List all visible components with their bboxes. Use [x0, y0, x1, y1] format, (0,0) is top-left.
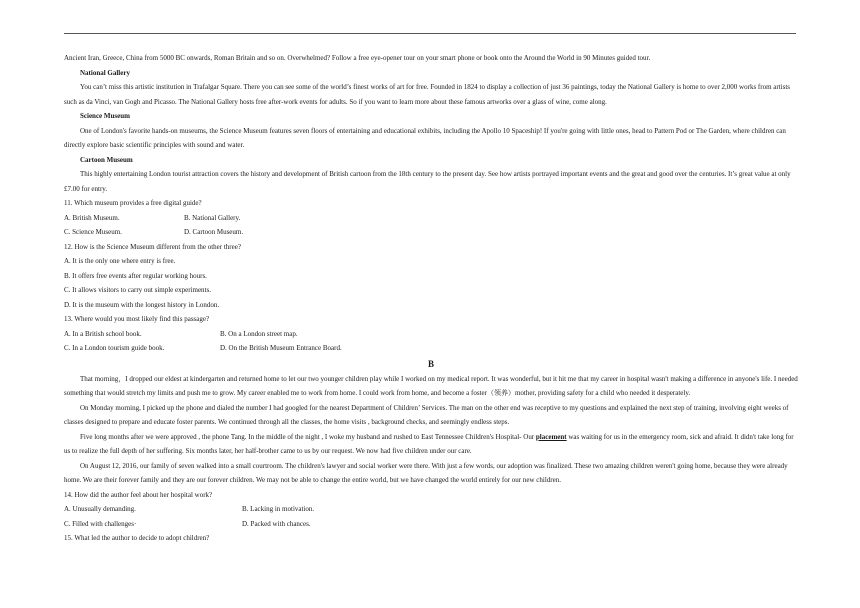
science-museum-heading: Science Museum — [80, 112, 130, 120]
underlined-word-placement: placement — [535, 432, 567, 441]
q14-option-a: A. Unusually demanding. — [64, 505, 136, 513]
question-11-options-row1 — [64, 211, 798, 226]
passage-b-paragraph-1: That morning，I dropped our eldest at kindergarten and returned home to let our two younger children play while I worked on my medical report. It was wonderful, but it hit me that my career in hospital wasn't making a difference in anyone's life. I needed something that would stretch my limits and push me to grow. My career enabled me to work from home. I could work from home, and become a foster（领养）mother, providing safety for a child who needed it desperately. — [64, 374, 798, 397]
q11-option-a: A. British Museum. — [64, 213, 120, 222]
q11-option-b: B. National Gallery. — [184, 213, 241, 222]
q12-option-d: D. It is the museum with the longest history in London. — [64, 300, 220, 309]
question-12-stem: 12. How is the Science Museum different from the other three? — [64, 242, 241, 251]
question-13-stem: 13. Where would you most likely find this passage? — [64, 315, 210, 323]
intro-continuation: Ancient Iran, Greece, China from 5000 BC onwards, Roman Britain and so on. Overwhelmed? Follow a free eye-opener tour on your smart phone or book onto the Around the World in 90 Minutes guided tour. — [64, 54, 651, 62]
q14-option-d: D. Packed with chances. — [242, 519, 311, 528]
science-museum-text: One of London's favorite hands-on museums, the Science Museum features seven floors of entertaining and educational exhibits, including the Apollo 10 Spaceship! If you're going with little ones, head to Pattern Pod or The Garden, where children can directly explore basic scientific principles with sound and water. — [64, 126, 786, 149]
q14-option-c: C. Filled with challenges· — [64, 519, 137, 528]
document-body — [64, 51, 798, 546]
cartoon-museum-heading: Cartoon Museum — [80, 155, 133, 164]
question-11-stem: 11. Which museum provides a free digital guide? — [64, 199, 202, 207]
paragraph-3-end: was waiting for us in the emergency room, sick and afraid. It didn't take long for us to realize the full depth of her suffering. Six months later, her half-brother came to us by our request. We now had five children under our care. — [64, 432, 794, 455]
q11-option-c: C. Science Museum. — [64, 228, 122, 236]
question-14-options-row1 — [64, 502, 798, 517]
q14-option-b: B. Lacking in motivation. — [242, 505, 315, 513]
passage-b-paragraph-3 — [64, 430, 798, 459]
q13-option-b: B. On a London street map. — [220, 329, 298, 338]
national-gallery-text: You can’t miss this artistic institution in Trafalgar Square. There you can see some of the world’s finest works of art for free. Founded in 1824 to display a collection of just 36 paintings, today the National Gallery is home to over 2,000 works from artists such as da Vinci, van Gogh and Picasso. The National Gallery hosts free after-work events for adults. So if you want to learn more about these famous artworks over a glass of wine, come along. — [64, 83, 790, 106]
q13-option-c: C. In a London tourism guide book. — [64, 344, 165, 352]
passage-b-paragraph-4: On August 12, 2016, our family of seven walked into a small courtroom. The children's lawyer and social worker were there. With just a few words, our adoption was finalized. These two amazing children weren't going home, because they were already home. We are their forever family and they are our forever children. We may not be able to change the entire world, but we have changed the world entirely for our new children. — [64, 461, 788, 484]
q12-option-c: C. It allows visitors to carry out simple experiments. — [64, 286, 211, 294]
question-13-options-row1 — [64, 327, 798, 342]
q12-option-b: B. It offers free events after regular working hours. — [64, 271, 207, 280]
question-14-options-row2 — [64, 517, 798, 532]
q13-option-d: D. On the British Museum Entrance Board. — [220, 344, 342, 352]
question-15-stem: 15. What led the author to decide to adopt children? — [64, 534, 210, 542]
question-13-options-row2 — [64, 341, 798, 356]
national-gallery-heading: National Gallery — [80, 68, 130, 77]
paragraph-3-start: Five long months after we were approved , the phone Tang. In the middle of the night , I woke my husband and rushed to East Tennessee Children's Hospital- Our — [80, 432, 536, 441]
section-b-heading: B — [427, 358, 434, 369]
q12-option-a: A. It is the only one where entry is free. — [64, 257, 176, 265]
question-14-stem: 14. How did the author feel about her hospital work? — [64, 490, 213, 499]
passage-b-paragraph-2: On Monday morning, I picked up the phone and dialed the number I had googled for the nearest Department of Children’ Services. The man on the other end was receptive to my questions and explained the next step of training, involving eight weeks of classes designed to prepare and educate foster parents. We continued through all the classes, the home visits , background checks, and seemingly endless steps. — [64, 403, 789, 426]
cartoon-museum-text: This highly entertaining London tourist attraction covers the history and development of British cartoon from the 18th century to the present day. See how artists portrayed important events and the great and good over the centuries. It’s great value at only £7.00 for entry. — [64, 170, 791, 193]
q13-option-a: A. In a British school book. — [64, 329, 142, 338]
question-11-options-row2 — [64, 225, 798, 240]
header-rule — [64, 33, 796, 34]
q11-option-d: D. Cartoon Museum. — [184, 228, 244, 236]
